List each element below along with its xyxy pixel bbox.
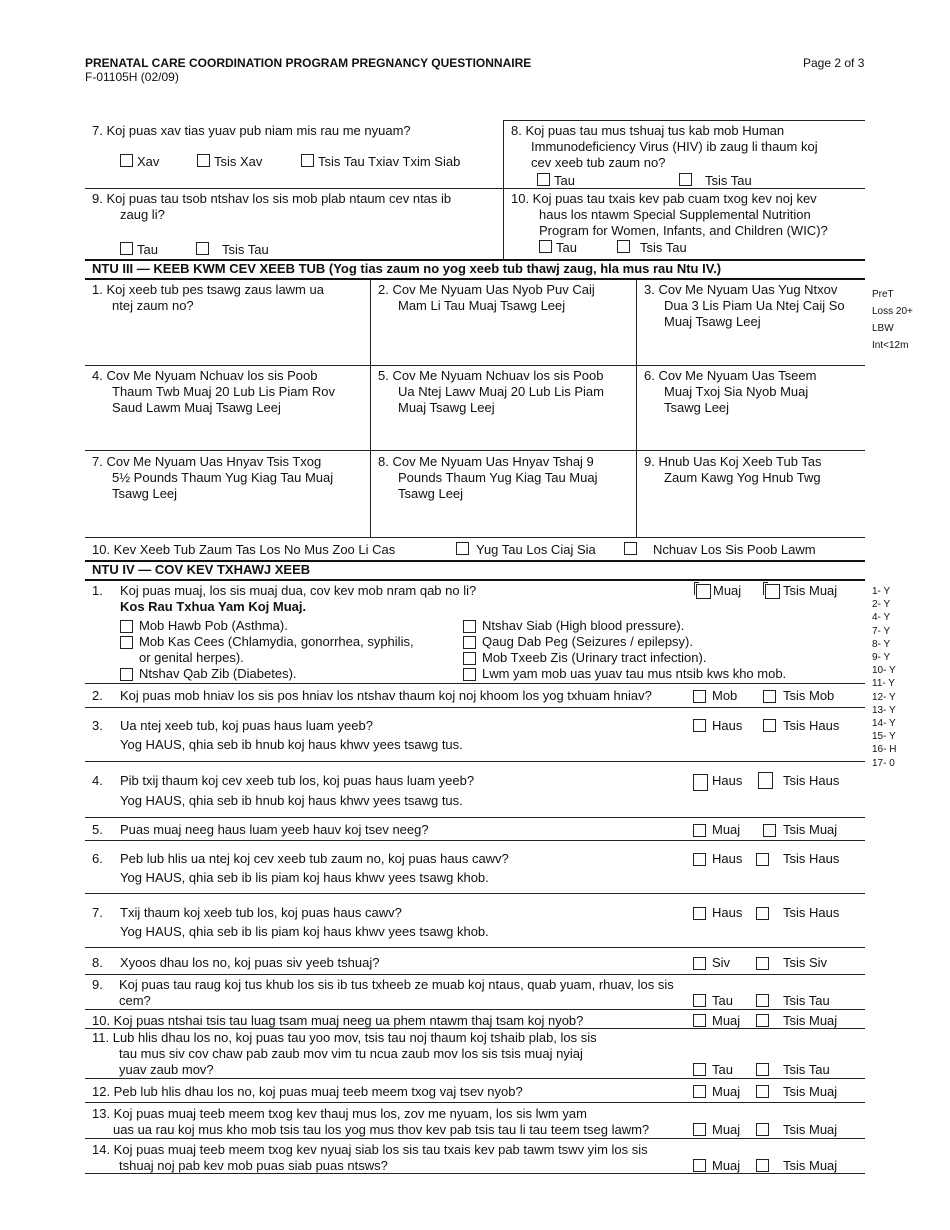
- ntu3-q10-opt-loss[interactable]: Nchuav Los Sis Poob Lawm: [624, 542, 816, 558]
- ntu3-c8-l1: 8. Cov Me Nyuam Uas Hnyav Tshaj 9: [378, 454, 594, 469]
- ntu4-q6-num: 6.: [92, 851, 103, 866]
- ntu3-c7-l3: Tsawg Leej: [112, 486, 178, 501]
- ntu3-c3-l3: Muaj Tsawg Leej: [664, 314, 761, 329]
- ntu4-q9-l1: Koj puas tau raug koj tus khub los sis ib tus txheeb ze muab koj ntaus, quab yuam, rhuav, los sis: [119, 977, 674, 992]
- ntu3-c8-l2: Pounds Thaum Yug Kiag Tau Muaj: [398, 470, 598, 485]
- ntu3-c3-l1: 3. Cov Me Nyuam Uas Yug Ntxov: [644, 282, 838, 297]
- ntu4-q3-num: 3.: [92, 718, 103, 733]
- ntu4-q6-l2: Yog HAUS, qhia seb ib lis piam koj haus khwv yees tsawg khob.: [120, 870, 489, 885]
- ntu4-q3-l1: Ua ntej xeeb tub, koj puas haus luam yeeb?: [120, 718, 373, 733]
- std-label: Mob Kas Cees (Chlamydia, gonorrhea, syphilis,: [139, 634, 414, 649]
- q7-haus-checkbox[interactable]: [693, 907, 706, 920]
- ntu3-c9-l1: 9. Hnub Uas Koj Xeeb Tub Tas: [644, 454, 822, 469]
- q5-tsis-muaj-checkbox[interactable]: [763, 824, 776, 837]
- ntu4-q5-num: 5.: [92, 822, 103, 837]
- q12-muaj-checkbox[interactable]: [693, 1085, 706, 1098]
- q8-siv-checkbox[interactable]: [693, 957, 706, 970]
- ntu4-q1-text: Koj puas muaj, los sis muaj dua, cov kev mob nram qab no li?: [120, 583, 477, 598]
- ntu3-c2-l1: 2. Cov Me Nyuam Uas Nyob Puv Caij: [378, 282, 595, 297]
- ntu4-q8-text: Xyoos dhau los no, koj puas siv yeeb tshuaj?: [120, 955, 380, 970]
- bp-checkbox[interactable]: [463, 620, 476, 633]
- ntu3-c9-l2: Zaum Kawg Yog Hnub Twg: [664, 470, 821, 485]
- q10-line1: 10. Koj puas tau txais kev pab cuam txog kev noj kev: [511, 191, 817, 206]
- ntu4-q14-l2: tshuaj noj pab kev mob puas siab puas ntsws?: [119, 1158, 388, 1173]
- seizure-label: Qaug Dab Peg (Seizures / epilepsy).: [482, 634, 693, 649]
- bp-label: Ntshav Siab (High blood pressure).: [482, 618, 685, 633]
- ntu4-q11-l3: yuav zaub mov?: [119, 1062, 214, 1077]
- side-codes-2: 1- Y 2- Y 4- Y 7- Y 8- Y 9- Y 10- Y 11- Y 12- Y 13- Y 14- Y 15- Y 16- H 17- 0: [872, 586, 897, 769]
- q4-haus-label: Haus: [712, 773, 743, 788]
- seizure-checkbox[interactable]: [463, 636, 476, 649]
- ntu4-q6-l1: Peb lub hlis ua ntej koj cev xeeb tub zaum no, koj puas haus cawv?: [120, 851, 509, 866]
- ntu4-q13-l2: uas ua rau koj mus kho mob tsis tau los yog mus thov kev pab tsis tau li tau teem tseg lawm?: [113, 1122, 650, 1137]
- q7-text: 7. Koj puas xav tias yuav pub niam mis rau me nyuam?: [92, 123, 411, 138]
- q3-tsis-haus-label: Tsis Haus: [783, 718, 840, 733]
- ntu3-heading: NTU III — KEEB KWM CEV XEEB TUB (Yog tias zaum no yog xeeb tub thawj zaug, hla mus rau Ntu IV.): [92, 261, 722, 276]
- q10-opt-tsis-tau[interactable]: Tsis Tau: [617, 240, 687, 256]
- ntu3-c8-l3: Tsawg Leej: [398, 486, 464, 501]
- uti-checkbox[interactable]: [463, 652, 476, 665]
- q3-tsis-haus-checkbox[interactable]: [763, 719, 776, 732]
- ntu3-c4-l1: 4. Cov Me Nyuam Nchuav los sis Poob: [92, 368, 318, 383]
- form-id: F-01105H (02/09): [85, 70, 179, 84]
- q2-mob-checkbox[interactable]: [693, 690, 706, 703]
- diabetes-label: Ntshav Qab Zib (Diabetes).: [139, 666, 297, 681]
- q10-tsis-muaj-label: Tsis Muaj: [783, 1013, 838, 1028]
- ntu4-q7-l1: Txij thaum koj xeeb tub los, koj puas haus cawv?: [120, 905, 402, 920]
- ntu4-q10-text: 10. Koj puas ntshai tsis tau luag tsam muaj neeg ua phem ntawm thaj tsam koj nyob?: [92, 1013, 584, 1028]
- ntu3-q10-text: 10. Kev Xeeb Tub Zaum Tas Los No Mus Zoo Li Cas: [92, 542, 396, 557]
- q9-tau-label: Tau: [712, 993, 733, 1008]
- ntu3-c5-l1: 5. Cov Me Nyuam Nchuav los sis Poob: [378, 368, 604, 383]
- ntu3-c6-l3: Tsawg Leej: [664, 400, 730, 415]
- q10-line2: haus los ntawm Special Supplemental Nutrition: [539, 207, 811, 222]
- q11-tau-label: Tau: [712, 1062, 733, 1077]
- ntu3-c4-l3: Saud Lawm Muaj Tsawg Leej: [112, 400, 281, 415]
- q9-line1: 9. Koj puas tau tsob ntshav los sis mob plab ntaum cev ntas ib: [92, 191, 452, 206]
- q11-tau-checkbox[interactable]: [693, 1063, 706, 1076]
- q14-muaj-label: Muaj: [712, 1158, 741, 1173]
- other-label: Lwm yam mob uas yuav tau mus ntsib kws kho mob.: [482, 666, 787, 681]
- ntu3-c2-l2: Mam Li Tau Muaj Tsawg Leej: [398, 298, 566, 313]
- q7-haus-label: Haus: [712, 905, 743, 920]
- page-number: Page 2 of 3: [803, 56, 865, 70]
- ntu4-q9-num: 9.: [92, 977, 103, 992]
- q8-line3: cev xeeb tub zaum no?: [531, 155, 666, 170]
- q6-haus-label: Haus: [712, 851, 743, 866]
- q9-tsis-tau-checkbox[interactable]: [756, 994, 769, 1007]
- q12-muaj-label: Muaj: [712, 1084, 741, 1099]
- checkbox[interactable]: [537, 173, 550, 186]
- checkbox[interactable]: [120, 154, 133, 167]
- q3-haus-checkbox[interactable]: [693, 719, 706, 732]
- q2-tsis-mob-label: Tsis Mob: [783, 688, 835, 703]
- checkbox[interactable]: [196, 242, 209, 255]
- ntu4-q7-num: 7.: [92, 905, 103, 920]
- checkbox[interactable]: [301, 154, 314, 167]
- q8-line2: Immunodeficiency Virus (HIV) ib zaug li thaum koj: [531, 139, 818, 154]
- q4-haus-checkbox[interactable]: [693, 774, 708, 791]
- q8-siv-label: Siv: [712, 955, 731, 970]
- q10-tsis-muaj-checkbox[interactable]: [756, 1014, 769, 1027]
- q1-tsis-muaj-label: Tsis Muaj: [783, 583, 838, 598]
- ntu4-q5-text: Puas muaj neeg haus luam yeeb hauv koj tsev neeg?: [120, 822, 429, 837]
- ntu4-q3-l2: Yog HAUS, qhia seb ib hnub koj haus khwv yees tsawg tus.: [120, 737, 463, 752]
- q9-line2: zaug li?: [120, 207, 165, 222]
- q13-tsis-muaj-checkbox[interactable]: [756, 1123, 769, 1136]
- asthma-checkbox[interactable]: [120, 620, 133, 633]
- q6-tsis-haus-checkbox[interactable]: [756, 853, 769, 866]
- ntu4-q1-num: 1.: [92, 583, 103, 598]
- q7-tsis-haus-label: Tsis Haus: [783, 905, 840, 920]
- q8-tsis-siv-label: Tsis Siv: [783, 955, 828, 970]
- checkbox[interactable]: [624, 542, 637, 555]
- checkbox[interactable]: [197, 154, 210, 167]
- ntu4-q2-text: Koj puas mob hniav los sis pos hniav los ntshav thaum koj noj khoom los yog txhuam hniav?: [120, 688, 652, 703]
- q1-muaj-label: Muaj: [713, 583, 742, 598]
- side-codes-1: PreT Loss 20+ LBW Int<12m: [872, 289, 913, 351]
- q2-mob-label: Mob: [712, 688, 738, 703]
- ntu4-q7-l2: Yog HAUS, qhia seb ib lis piam koj haus khwv yees tsawg khob.: [120, 924, 489, 939]
- ntu3-q10-opt-live[interactable]: Yug Tau Los Ciaj Sia: [456, 542, 596, 558]
- q14-tsis-muaj-checkbox[interactable]: [756, 1159, 769, 1172]
- std-checkbox[interactable]: [120, 636, 133, 649]
- checkbox[interactable]: [539, 240, 552, 253]
- q13-muaj-label: Muaj: [712, 1122, 741, 1137]
- q4-tsis-haus-checkbox[interactable]: [758, 772, 773, 789]
- q7-tsis-haus-checkbox[interactable]: [756, 907, 769, 920]
- q7-opt-xav[interactable]: Xav: [120, 154, 159, 170]
- q5-tsis-muaj-label: Tsis Muaj: [783, 822, 838, 837]
- q9-tau-checkbox[interactable]: [693, 994, 706, 1007]
- ntu3-c5-l3: Muaj Tsawg Leej: [398, 400, 495, 415]
- ntu4-q13-l1: 13. Koj puas muaj teeb meem txog kev thauj mus los, zov me nyuam, los sis lwm yam: [92, 1106, 587, 1121]
- ntu4-q4-num: 4.: [92, 773, 103, 788]
- q9-tsis-tau-label: Tsis Tau: [783, 993, 830, 1008]
- q4-tsis-haus-label: Tsis Haus: [783, 773, 840, 788]
- q8-tsis-siv-checkbox[interactable]: [756, 957, 769, 970]
- ntu4-q12-text: 12. Peb lub hlis dhau los no, koj puas muaj teeb meem txog vaj tsev nyob?: [92, 1084, 523, 1099]
- q9-opt-tsis-tau[interactable]: Tsis Tau: [196, 242, 269, 258]
- q12-tsis-muaj-checkbox[interactable]: [756, 1085, 769, 1098]
- ntu3-c7-l2: 5½ Pounds Thaum Yug Kiag Tau Muaj: [112, 470, 334, 485]
- ntu4-q4-l2: Yog HAUS, qhia seb ib hnub koj haus khwv yees tsawg tus.: [120, 793, 463, 808]
- q10-line3: Program for Women, Infants, and Children (WIC)?: [539, 223, 828, 238]
- ntu4-q11-l2: tau mus siv cov chaw pab zaub mov vim tu ncua zaub mov los sis tsis muaj nyiaj: [119, 1046, 583, 1061]
- ntu4-q14-l1: 14. Koj puas muaj teeb meem txog kev nyuaj siab los sis tau txais kev pab tawm tswv yim los sis: [92, 1142, 648, 1157]
- ntu4-heading: NTU IV — COV KEV TXHAWJ XEEB: [92, 562, 311, 577]
- q8-line1: 8. Koj puas tau mus tshuaj tus kab mob Human: [511, 123, 785, 138]
- diabetes-checkbox[interactable]: [120, 668, 133, 681]
- q5-muaj-label: Muaj: [712, 822, 741, 837]
- q1-tsis-muaj-checkbox[interactable]: [765, 584, 780, 599]
- std-label-cont: or genital herpes).: [139, 650, 244, 665]
- ntu3-c4-l2: Thaum Twb Muaj 20 Lub Lis Piam Rov: [112, 384, 336, 399]
- ntu3-c1-l1: 1. Koj xeeb tub pes tsawg zaus lawm ua: [92, 282, 324, 297]
- q9-opt-tau[interactable]: Tau: [120, 242, 158, 258]
- ntu4-q8-num: 8.: [92, 955, 103, 970]
- q11-tsis-tau-label: Tsis Tau: [783, 1062, 830, 1077]
- ntu4-q11-l1: 11. Lub hlis dhau los no, koj puas tau yoo mov, tsis tau noj thaum koj tshaib plab, los sis: [92, 1030, 597, 1045]
- checkbox[interactable]: [617, 240, 630, 253]
- ntu3-c7-l1: 7. Cov Me Nyuam Uas Hnyav Tsis Txog: [92, 454, 322, 469]
- q8-opt-tau[interactable]: Tau: [537, 173, 575, 189]
- q7-opt-undecided[interactable]: Tsis Tau Txiav Txim Siab: [301, 154, 460, 170]
- q10-muaj-checkbox[interactable]: [693, 1014, 706, 1027]
- ntu4-q9-l2: cem?: [119, 993, 151, 1008]
- q11-tsis-tau-checkbox[interactable]: [756, 1063, 769, 1076]
- q6-tsis-haus-label: Tsis Haus: [783, 851, 840, 866]
- q13-muaj-checkbox[interactable]: [693, 1123, 706, 1136]
- q5-muaj-checkbox[interactable]: [693, 824, 706, 837]
- checkbox[interactable]: [679, 173, 692, 186]
- q1-muaj-checkbox[interactable]: [696, 584, 711, 599]
- q2-tsis-mob-checkbox[interactable]: [763, 690, 776, 703]
- form-title: PRENATAL CARE COORDINATION PROGRAM PREGNANCY QUESTIONNAIRE: [85, 56, 532, 70]
- q7-opt-tsis-xav[interactable]: Tsis Xav: [197, 154, 262, 170]
- q10-muaj-label: Muaj: [712, 1013, 741, 1028]
- ntu3-c1-l2: ntej zaum no?: [112, 298, 194, 313]
- ntu4-q2-num: 2.: [92, 688, 103, 703]
- ntu3-c5-l2: Ua Ntej Lawv Muaj 20 Lub Lis Piam: [398, 384, 604, 399]
- q8-opt-tsis-tau[interactable]: Tsis Tau: [679, 173, 752, 189]
- q12-tsis-muaj-label: Tsis Muaj: [783, 1084, 838, 1099]
- ntu4-q4-l1: Pib txij thaum koj cev xeeb tub los, koj puas haus luam yeeb?: [120, 773, 475, 788]
- q13-tsis-muaj-label: Tsis Muaj: [783, 1122, 838, 1137]
- uti-label: Mob Txeeb Zis (Urinary tract infection).: [482, 650, 707, 665]
- ntu4-q1-instruction: Kos Rau Txhua Yam Koj Muaj.: [120, 599, 307, 614]
- q3-haus-label: Haus: [712, 718, 743, 733]
- q6-haus-checkbox[interactable]: [693, 853, 706, 866]
- ntu3-c3-l2: Dua 3 Lis Piam Ua Ntej Caij So: [664, 298, 845, 313]
- asthma-label: Mob Hawb Pob (Asthma).: [139, 618, 288, 633]
- other-checkbox[interactable]: [463, 668, 476, 681]
- ntu3-c6-l2: Muaj Txoj Sia Nyob Muaj: [664, 384, 809, 399]
- checkbox[interactable]: [120, 242, 133, 255]
- q14-muaj-checkbox[interactable]: [693, 1159, 706, 1172]
- ntu3-c6-l1: 6. Cov Me Nyuam Uas Tseem: [644, 368, 817, 383]
- checkbox[interactable]: [456, 542, 469, 555]
- q14-tsis-muaj-label: Tsis Muaj: [783, 1158, 838, 1173]
- q10-opt-tau[interactable]: Tau: [539, 240, 577, 256]
